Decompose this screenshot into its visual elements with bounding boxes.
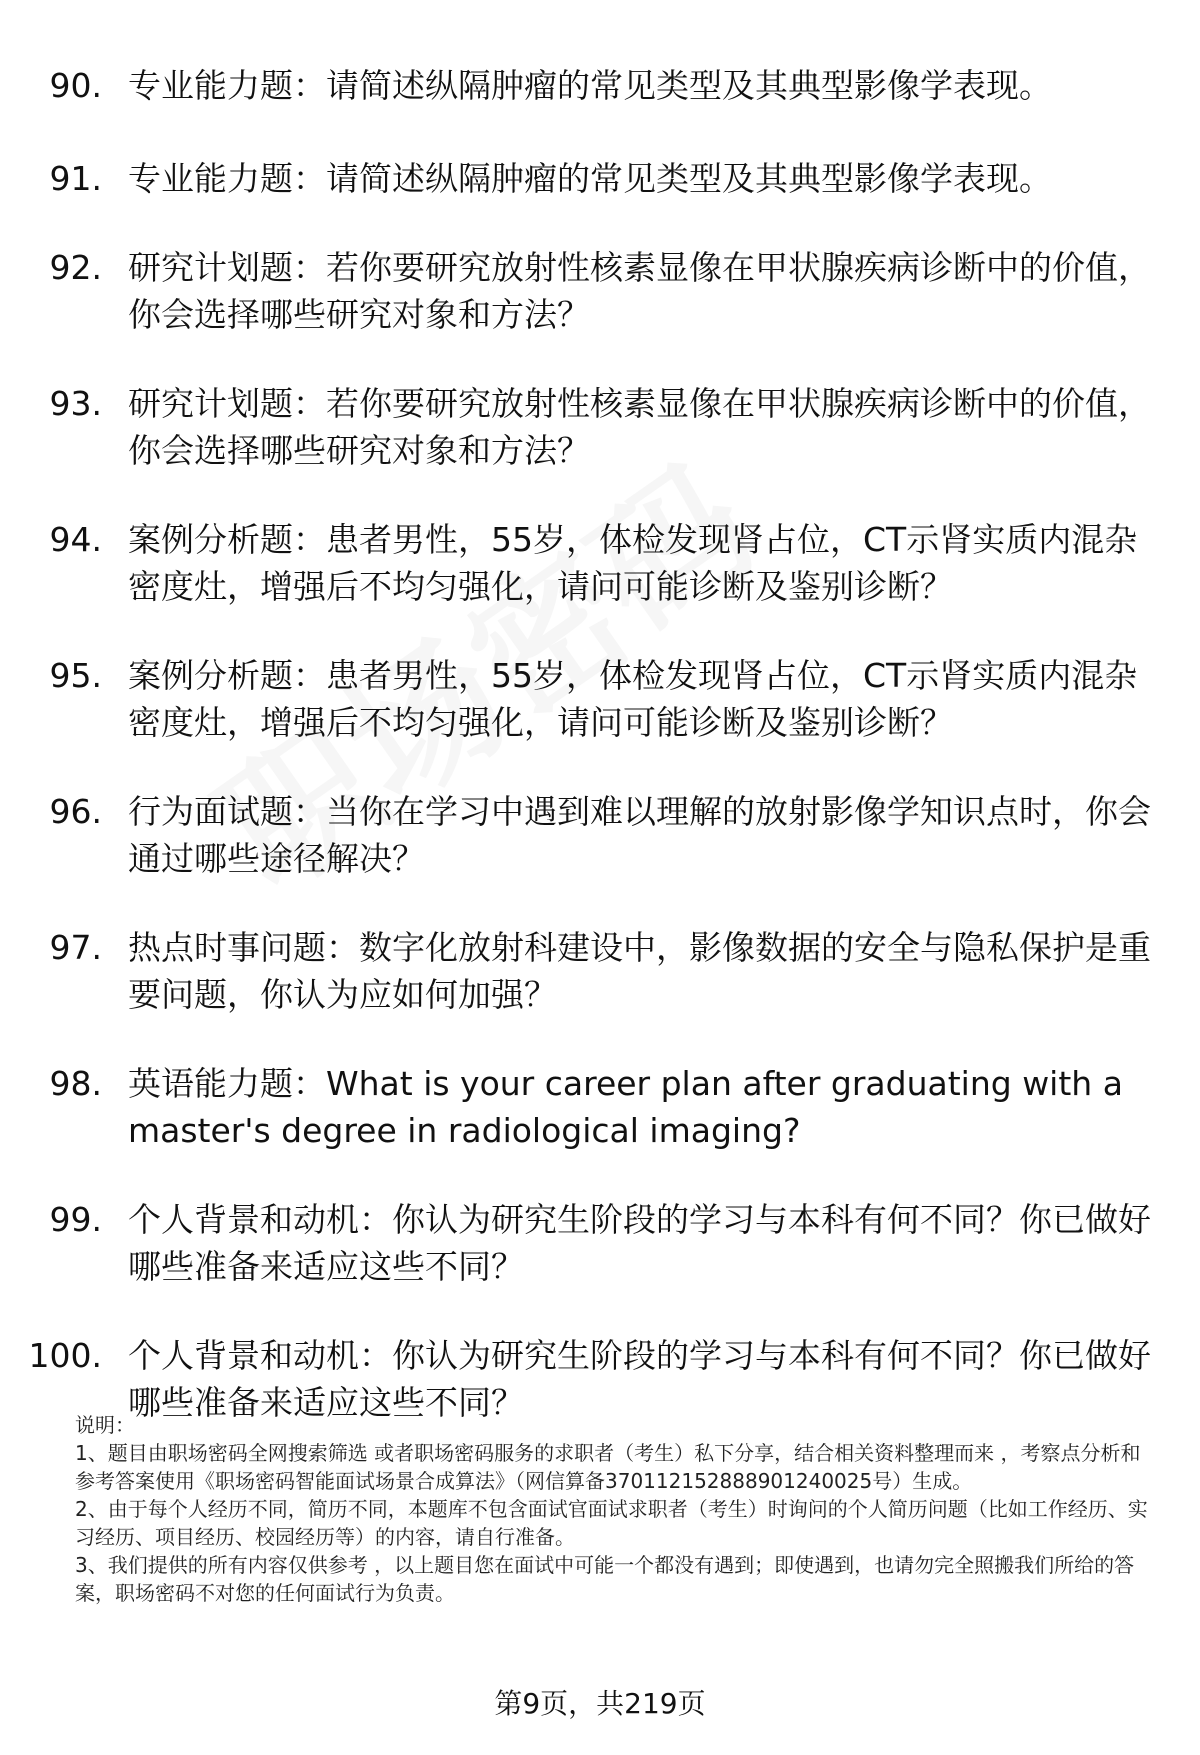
question-text: 英语能力题：What is your career plan after graduating with a master's degree in radiological imaging? [128,1064,1123,1150]
question-item [0,924,1200,1018]
question-number: 93. [49,384,102,423]
question-text: 专业能力题：请简述纵隔肿瘤的常见类型及其典型影像学表现。 [128,159,1052,198]
question-number: 94. [49,520,102,559]
question-number: 95. [49,656,102,695]
question-text: 研究计划题：若你要研究放射性核素显像在甲状腺疾病诊断中的价值，你会选择哪些研究对象和方法？ [128,384,1151,470]
question-item [0,155,1200,202]
question-item [0,516,1200,610]
question-item [0,62,1200,109]
question-number: 96. [49,792,102,831]
question-item [0,788,1200,882]
note-item: 3、我们提供的所有内容仅供参考 ，以上题目您在面试中可能一个都没有遇到；即使遇到，也请勿完全照搬我们所给的答案，职场密码不对您的任何面试行为负责。 [75,1553,1135,1605]
question-number: 92. [49,248,102,287]
question-number: 100. [28,1336,102,1375]
question-text: 个人背景和动机：你认为研究生阶段的学习与本科有何不同？你已做好哪些准备来适应这些不同？ [128,1200,1151,1286]
question-number: 99. [49,1200,102,1239]
question-text: 行为面试题：当你在学习中遇到难以理解的放射影像学知识点时，你会通过哪些途径解决？ [128,792,1151,878]
question-text: 案例分析题：患者男性，55岁，体检发现肾占位，CT示肾实质内混杂密度灶，增强后不均匀强化，请问可能诊断及鉴别诊断？ [128,656,1138,742]
question-number: 97. [49,928,102,967]
notes-section [75,1411,1153,1607]
question-item [0,380,1200,474]
question-text: 个人背景和动机：你认为研究生阶段的学习与本科有何不同？你已做好哪些准备来适应这些不同？ [128,1336,1151,1422]
question-item [0,1196,1200,1290]
question-text: 专业能力题：请简述纵隔肿瘤的常见类型及其典型影像学表现。 [128,66,1052,105]
question-number: 98. [49,1064,102,1103]
question-number: 91. [49,159,102,198]
question-item [0,652,1200,746]
note-item: 2、由于每个人经历不同，简历不同，本题库不包含面试官面试求职者（考生）时询问的个人简历问题（比如工作经历、实习经历、项目经历、校园经历等）的内容，请自行准备。 [75,1497,1148,1549]
question-text: 热点时事问题：数字化放射科建设中，影像数据的安全与隐私保护是重要问题，你认为应如何加强？ [128,928,1151,1014]
question-number: 90. [49,66,102,105]
note-item: 1、题目由职场密码全网搜索筛选 或者职场密码服务的求职者（考生）私下分享，结合相关资料整理而来 ，考察点分析和参考答案使用《职场密码智能面试场景合成算法》（网信算备370112152888901240025号）生成。 [75,1441,1141,1493]
page-footer: 第9页，共219页 [494,1687,706,1720]
notes-heading: 说明： [75,1413,135,1437]
question-item [0,244,1200,338]
question-list [0,62,1200,1468]
question-item [0,1060,1200,1154]
question-text: 案例分析题：患者男性，55岁，体检发现肾占位，CT示肾实质内混杂密度灶，增强后不均匀强化，请问可能诊断及鉴别诊断？ [128,520,1138,606]
question-text: 研究计划题：若你要研究放射性核素显像在甲状腺疾病诊断中的价值，你会选择哪些研究对象和方法？ [128,248,1151,334]
